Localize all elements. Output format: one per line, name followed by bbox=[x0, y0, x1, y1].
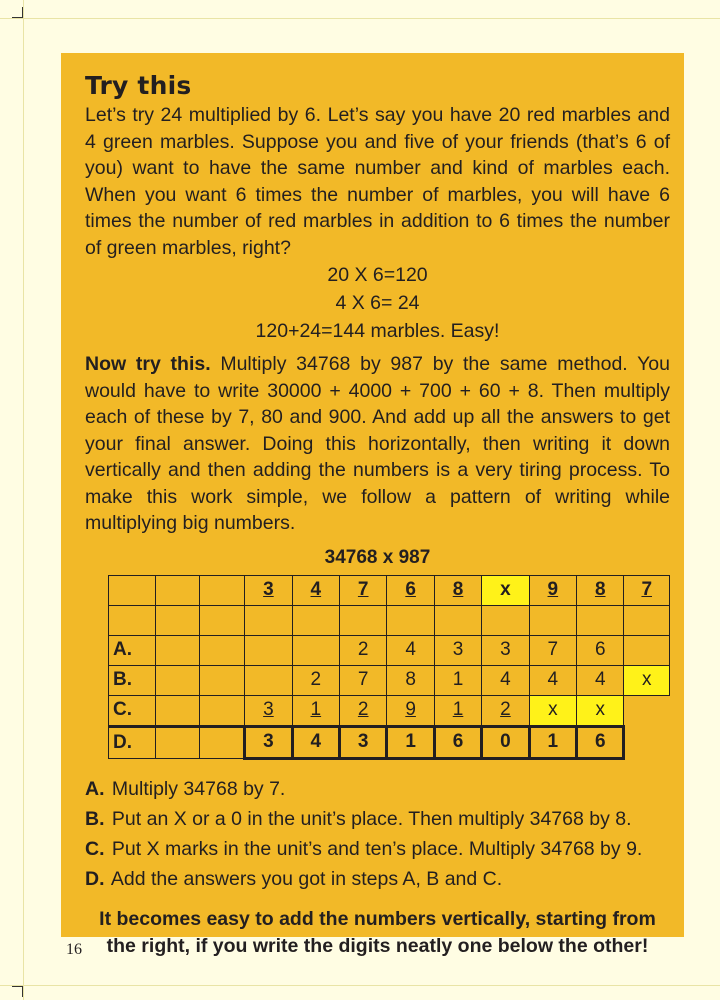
table-cell bbox=[155, 665, 199, 695]
table-cell: 9 bbox=[387, 695, 434, 726]
table-cell: x bbox=[577, 695, 624, 726]
equation-3: 120+24=144 marbles. Easy! bbox=[255, 320, 500, 342]
multiplication-table bbox=[108, 575, 670, 760]
equation-1: 20 X 6=120 bbox=[327, 264, 428, 286]
table-cell bbox=[340, 605, 387, 635]
table-cell bbox=[529, 605, 576, 635]
row-label: D. bbox=[109, 726, 156, 758]
table-cell: 8 bbox=[577, 575, 624, 605]
conclusion-text: It becomes easy to add the numbers vertically, starting from the right, if you write the digits neatly one below the other! bbox=[99, 907, 656, 957]
guide-line bbox=[0, 18, 720, 19]
now-try-paragraph bbox=[85, 351, 670, 537]
table-cell: 6 bbox=[387, 575, 434, 605]
table-header-row bbox=[109, 575, 670, 605]
table-cell bbox=[292, 635, 339, 665]
table-cell bbox=[292, 605, 339, 635]
table-cell bbox=[155, 575, 199, 605]
table-cell: 8 bbox=[434, 575, 481, 605]
table-cell bbox=[155, 695, 199, 726]
table-cell: x bbox=[482, 575, 529, 605]
table-cell: 6 bbox=[434, 726, 481, 758]
table-cell: 4 bbox=[482, 665, 529, 695]
table-cell bbox=[624, 605, 670, 635]
table-cell: 3 bbox=[482, 635, 529, 665]
step-text: Put an X or a 0 in the unit’s place. Then multiply 34768 by 8. bbox=[106, 807, 632, 830]
table-cell: 2 bbox=[340, 635, 387, 665]
crop-mark-bottom bbox=[12, 986, 23, 997]
table-blank-row bbox=[109, 605, 670, 635]
table-cell bbox=[245, 635, 292, 665]
table-cell bbox=[155, 635, 199, 665]
now-try-text: Multiply 34768 by 987 by the same method. You would have to write 30000 + 4000 + 700 + 60 + 8. Then multiply each of these by 7, 80 and 900. And add up all the answers to get your final answer. Doing this horizontally, then writing it down vertically and then adding the numbers is a very tiring process. To make this work simple, we follow a pattern of writing while multiplying big numbers. bbox=[85, 353, 670, 534]
table-cell: 7 bbox=[340, 575, 387, 605]
step-c bbox=[85, 834, 670, 864]
table-caption: 34768 x 987 bbox=[324, 546, 431, 568]
guide-line bbox=[0, 985, 720, 986]
table-cell bbox=[245, 665, 292, 695]
table-cell bbox=[200, 695, 245, 726]
table-cell: 6 bbox=[577, 726, 624, 758]
table-cell: 4 bbox=[387, 635, 434, 665]
table-cell bbox=[200, 635, 245, 665]
table-cell: 2 bbox=[340, 695, 387, 726]
table-cell: 4 bbox=[292, 726, 339, 758]
table-cell bbox=[387, 605, 434, 635]
table-cell bbox=[577, 605, 624, 635]
table-row-d bbox=[109, 726, 670, 758]
table-cell bbox=[200, 575, 245, 605]
table-cell bbox=[200, 726, 245, 758]
table-cell: 1 bbox=[434, 665, 481, 695]
row-label: C. bbox=[109, 695, 156, 726]
step-label: C. bbox=[85, 837, 105, 860]
table-row-a bbox=[109, 635, 670, 665]
table-cell: 7 bbox=[624, 575, 670, 605]
table-cell: 9 bbox=[529, 575, 576, 605]
table-cell: 2 bbox=[292, 665, 339, 695]
table-cell: 4 bbox=[292, 575, 339, 605]
table-cell bbox=[200, 605, 245, 635]
table-cell: 7 bbox=[340, 665, 387, 695]
row-label: A. bbox=[109, 635, 156, 665]
step-b bbox=[85, 804, 670, 834]
try-this-panel bbox=[61, 53, 684, 957]
table-cell: x bbox=[529, 695, 576, 726]
page-title: Try this bbox=[85, 71, 192, 100]
table-cell: 1 bbox=[387, 726, 434, 758]
step-d bbox=[85, 864, 670, 894]
table-cell: 4 bbox=[529, 665, 576, 695]
step-label: A. bbox=[85, 777, 105, 800]
table-cell bbox=[200, 665, 245, 695]
table-cell: 3 bbox=[340, 726, 387, 758]
steps-list bbox=[85, 774, 670, 894]
row-label: B. bbox=[109, 665, 156, 695]
table-cell: x bbox=[624, 665, 670, 695]
step-text: Put X marks in the unit’s and ten’s place. Multiply 34768 by 9. bbox=[106, 837, 643, 860]
table-cell bbox=[624, 635, 670, 665]
intro-paragraph: Let’s try 24 multiplied by 6. Let’s say you have 20 red marbles and 4 green marbles. Suppose you and five of your friends (that’s 6 of you) want to have the same number and kind of marbles each. When you want 6 times the number of marbles, you will have 6 times the number of red marbles in addition to 6 times the number of green marbles, right? bbox=[85, 104, 670, 259]
table-row-c bbox=[109, 695, 670, 726]
table-cell: 1 bbox=[529, 726, 576, 758]
crop-mark-top bbox=[12, 7, 23, 18]
table-cell bbox=[109, 575, 156, 605]
table-cell: 7 bbox=[529, 635, 576, 665]
table-cell bbox=[245, 605, 292, 635]
table-cell: 8 bbox=[387, 665, 434, 695]
table-cell bbox=[434, 605, 481, 635]
table-cell: 2 bbox=[482, 695, 529, 726]
step-a bbox=[85, 774, 670, 804]
table-cell: 3 bbox=[245, 695, 292, 726]
page-number: 16 bbox=[66, 941, 82, 958]
step-label: D. bbox=[85, 867, 105, 890]
table-cell bbox=[109, 605, 156, 635]
step-text: Multiply 34768 by 7. bbox=[106, 777, 286, 800]
table-cell: 0 bbox=[482, 726, 529, 758]
guide-line bbox=[23, 0, 24, 1000]
equation-2: 4 X 6= 24 bbox=[335, 292, 420, 314]
table-cell bbox=[155, 605, 199, 635]
table-cell bbox=[155, 726, 199, 758]
table-cell: 4 bbox=[577, 665, 624, 695]
table-cell: 1 bbox=[434, 695, 481, 726]
table-cell: 6 bbox=[577, 635, 624, 665]
table-cell: 3 bbox=[245, 575, 292, 605]
table-cell: 3 bbox=[245, 726, 292, 758]
table-cell: 3 bbox=[434, 635, 481, 665]
table-cell: 1 bbox=[292, 695, 339, 726]
table-cell bbox=[482, 605, 529, 635]
step-label: B. bbox=[85, 807, 105, 830]
table-row-b bbox=[109, 665, 670, 695]
step-text: Add the answers you got in steps A, B and C. bbox=[106, 867, 503, 890]
now-try-heading: Now try this. bbox=[85, 353, 211, 375]
